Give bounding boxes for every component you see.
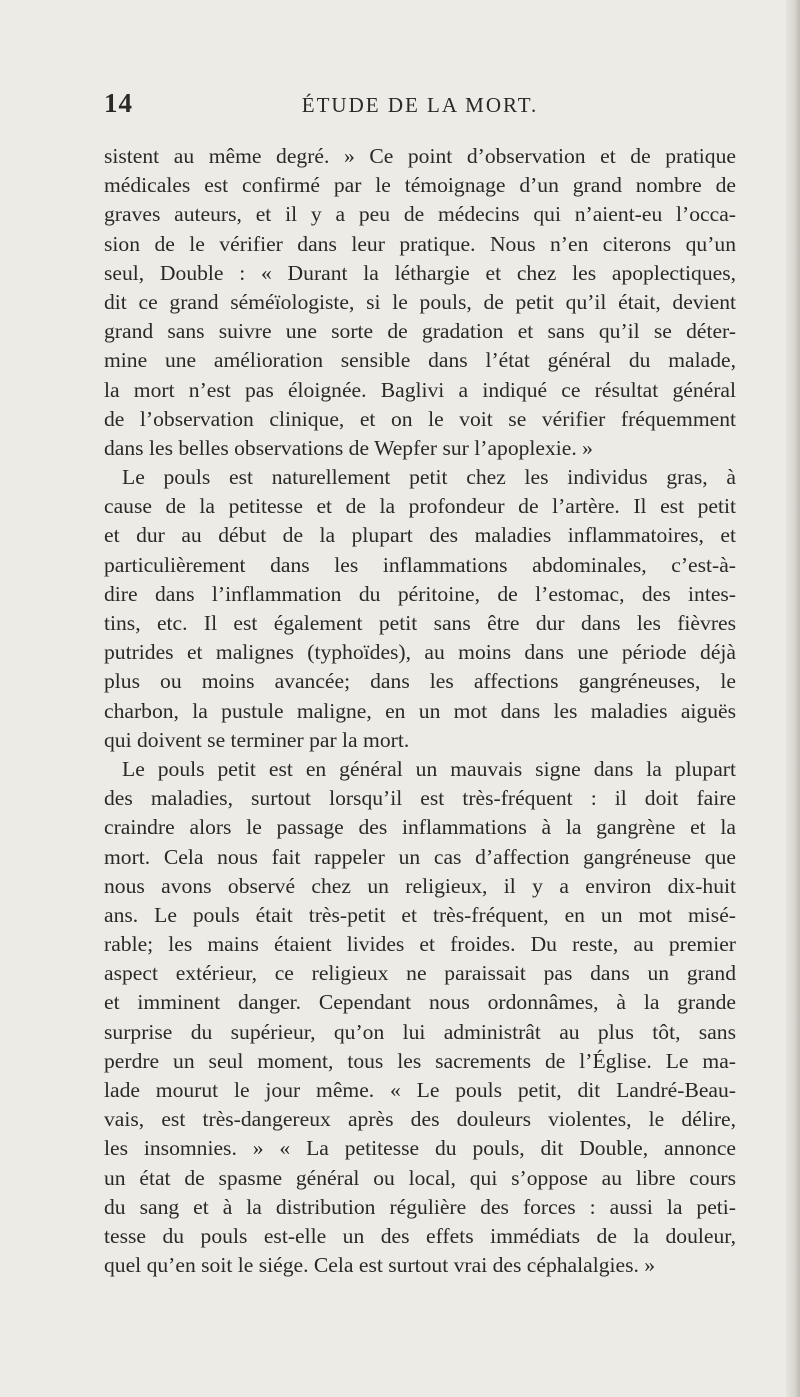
text-line: mort. Cela nous fait rappeler un cas d’affection gangréneuse que: [104, 844, 736, 869]
text-line: et dur au début de la plupart des maladies inflammatoires, et: [104, 523, 736, 548]
text-line: sistent au même degré. » Ce point d’observation et de pratique: [104, 144, 736, 168]
body-text: [104, 142, 736, 1280]
page-header: [104, 88, 736, 122]
text-line: de l’observation clinique, et on le voit se vérifier fréquemment: [104, 406, 736, 431]
text-line: putrides et malignes (typhoïdes), au moins dans une période déjà: [104, 640, 736, 665]
text-line: graves auteurs, et il y a peu de médecins qui n’aient-eu l’occa-: [104, 202, 736, 227]
text-line: lade mourut le jour même. « Le pouls petit, dit Landré-Beau-: [104, 1078, 736, 1102]
text-line: rable; les mains étaient livides et froides. Du reste, au premier: [104, 932, 736, 957]
text-line: dans les belles observations de Wepfer sur l’apoplexie. »: [104, 435, 593, 460]
text-line: du sang et à la distribution régulière des forces : aussi la peti-: [104, 1194, 736, 1219]
text-line: ans. Le pouls était très-petit et très-fréquent, en un mot misé-: [104, 902, 736, 927]
text-line: craindre alors le passage des inflammations à la gangrène et la: [104, 815, 736, 840]
page-number: 14: [104, 88, 133, 118]
text-line: des maladies, surtout lorsqu’il est très-fréquent : il doit faire: [104, 786, 736, 811]
text-line: et imminent danger. Cependant nous ordonnâmes, à la grande: [104, 990, 736, 1015]
running-head: ÉTUDE DE LA MORT.: [301, 93, 539, 117]
text-line: seul, Double : « Durant la léthargie et chez les apoplectiques,: [104, 260, 736, 285]
text-line: charbon, la pustule maligne, en un mot dans les maladies aiguës: [104, 698, 736, 723]
text-line: tesse du pouls est-elle un des effets immédiats de la douleur,: [104, 1223, 736, 1248]
text-line: médicales est confirmé par le témoignage d’un grand nombre de: [104, 173, 736, 198]
text-line: plus ou moins avancée; dans les affections gangréneuses, le: [104, 669, 736, 694]
text-line: tins, etc. Il est également petit sans être dur dans les fièvres: [104, 611, 736, 635]
text-line: quel qu’en soit le siége. Cela est surtout vrai des céphalalgies. »: [104, 1253, 656, 1278]
page-edge: [786, 0, 800, 1397]
text-line: sion de le vérifier dans leur pratique. Nous n’en citerons qu’un: [104, 231, 736, 256]
text-line: nous avons observé chez un religieux, il y a environ dix-huit: [104, 873, 736, 898]
text-line: surprise du supérieur, qu’on lui administrât au plus tôt, sans: [104, 1019, 736, 1044]
text-line: dit ce grand séméïologiste, si le pouls, de petit qu’il était, devient: [104, 289, 736, 314]
text-line: perdre un seul moment, tous les sacrements de l’Église. Le ma-: [104, 1048, 736, 1073]
text-line: vais, est très-dangereux après des douleurs violentes, le délire,: [104, 1107, 736, 1132]
text-line: les insomnies. » « La petitesse du pouls, dit Double, annonce: [104, 1136, 736, 1161]
text-line: particulièrement dans les inflammations abdominales, c’est-à-: [104, 552, 736, 577]
text-line: aspect extérieur, ce religieux ne paraissait pas dans un grand: [104, 961, 736, 986]
text-line: cause de la petitesse et de la profondeur de l’artère. Il est petit: [104, 494, 736, 519]
text-line: dire dans l’inflammation du péritoine, de l’estomac, des intes-: [104, 581, 736, 606]
text-line: qui doivent se terminer par la mort.: [104, 727, 410, 752]
text-line: Le pouls petit est en général un mauvais signe dans la plupart: [122, 756, 736, 781]
text-line: Le pouls est naturellement petit chez les individus gras, à: [122, 465, 736, 490]
text-line: grand sans suivre une sorte de gradation et sans qu’il se déter-: [104, 319, 736, 344]
text-line: la mort n’est pas éloignée. Baglivi a indiqué ce résultat général: [104, 377, 736, 402]
text-line: un état de spasme général ou local, qui s’oppose au libre cours: [104, 1165, 736, 1190]
text-line: mine une amélioration sensible dans l’état général du malade,: [104, 348, 736, 373]
